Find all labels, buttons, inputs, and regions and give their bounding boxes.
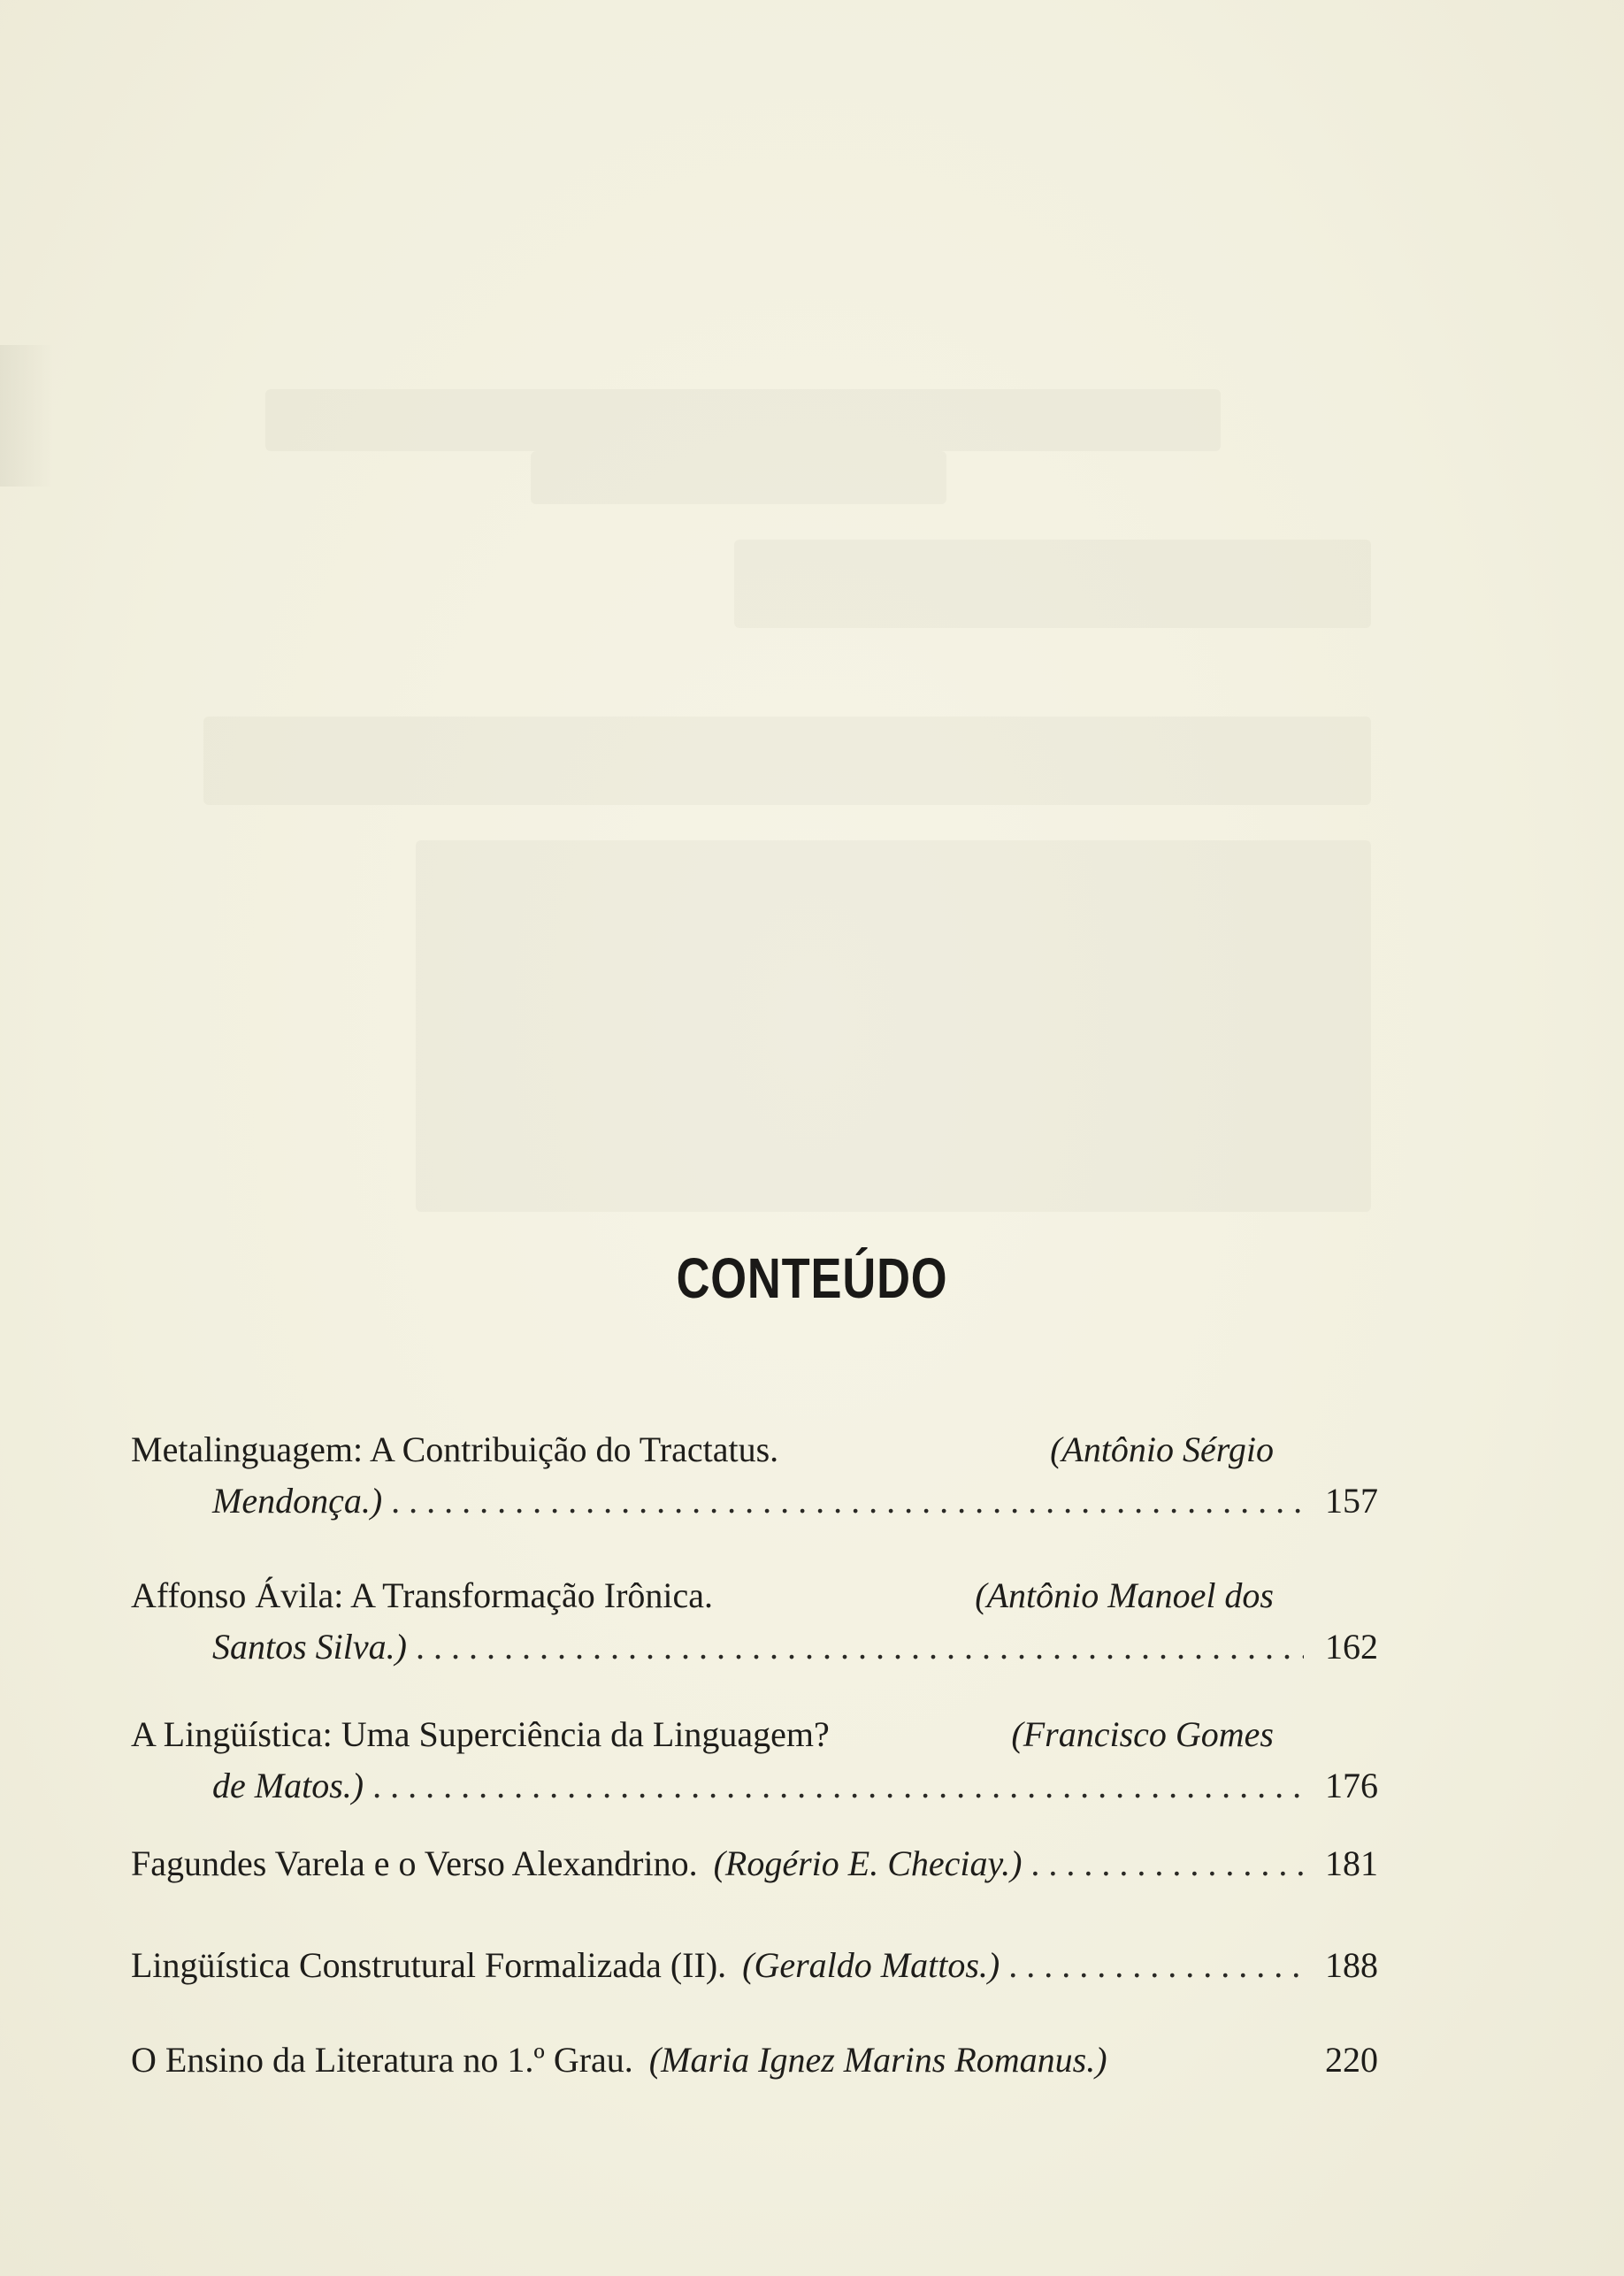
toc-entry-line-1 [131,1570,1378,1621]
leader-dots [391,1475,1304,1527]
toc-entry [131,1424,1378,1527]
entry-author-continued: de Matos.) [212,1766,364,1805]
entry-author-continued: Mendonça.) [212,1481,383,1521]
toc-entry-line-2 [131,1621,1378,1673]
toc-entry [131,1838,1378,1889]
entry-page-number: 157 [1325,1481,1378,1521]
entry-title: Metalinguagem: A Contribuição do Tractatus. [131,1429,779,1469]
entry-page-number: 181 [1325,1843,1378,1883]
entry-page-number: 176 [1325,1766,1378,1805]
toc-entry-line-1 [131,1424,1378,1475]
page-title: CONTEÚDO [676,1246,948,1310]
page-edge-shadow [0,345,53,487]
entry-author: (Rogério E. Checiay.) [713,1843,1023,1883]
entry-author-continued: Santos Silva.) [212,1627,407,1667]
entry-title: A Lingüística: Uma Superciência da Linguagem? [131,1714,830,1754]
leader-dots [416,1621,1304,1673]
entry-page-number: 220 [1325,2040,1378,2080]
toc-entry-line-2 [131,1760,1378,1812]
entry-title: O Ensino da Literatura no 1.º Grau. [131,2040,633,2080]
toc-entry [131,1709,1378,1812]
entry-title: Lingüística Construtural Formalizada (II). [131,1945,727,1985]
entry-page-number: 188 [1325,1945,1378,1985]
entry-title: Affonso Ávila: A Transformação Irônica. [131,1575,714,1615]
entry-author: (Maria Ignez Marins Romanus.) [648,2040,1107,2080]
toc-entry [131,1570,1378,1673]
entry-author: (Antônio Manoel dos [975,1575,1274,1615]
leader-dots [372,1760,1304,1812]
toc-entry-line-1 [131,2035,1378,2086]
toc-entry-line-1 [131,1838,1378,1889]
leader-dots [1008,1940,1304,1991]
entry-author: (Antônio Sérgio [1050,1429,1274,1469]
entry-title: Fagundes Varela e o Verso Alexandrino. [131,1843,698,1883]
toc-entry-line-1 [131,1709,1378,1760]
entry-author: (Francisco Gomes [1011,1714,1274,1754]
entry-page-number: 162 [1325,1627,1378,1667]
toc-entry-line-2 [131,1475,1378,1527]
entry-author: (Geraldo Mattos.) [742,1945,1000,1985]
toc-entry [131,2035,1378,2086]
toc-entry-line-1 [131,1940,1378,1991]
toc-entry [131,1940,1378,1991]
leader-dots [1030,1838,1304,1889]
